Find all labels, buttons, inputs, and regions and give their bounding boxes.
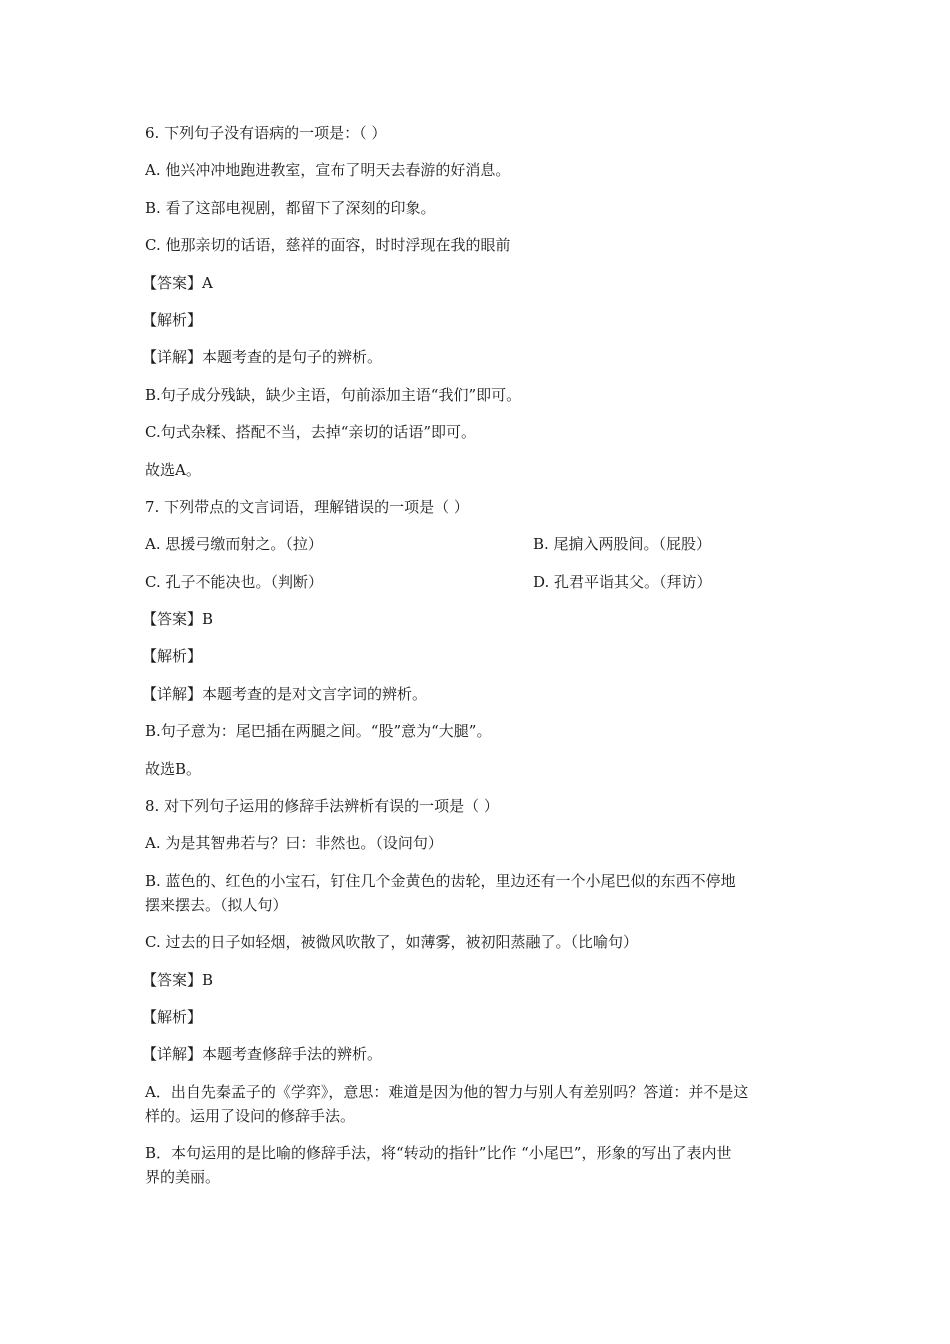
q6-answer: 【答案】A <box>142 273 213 292</box>
q8-answer: 【答案】B <box>142 970 214 989</box>
q7-option-c: C. 孔子不能决也。（判断） <box>145 572 323 591</box>
q8-option-b-line-2: 摆来摆去。（拟人句） <box>145 895 288 914</box>
q7-analysis-heading: 【解析】 <box>142 647 203 666</box>
q6-option-b: B. 看了这部电视剧，都留下了深刻的印象。 <box>145 198 436 217</box>
q7-explanation-b: B.句子意为：尾巴插在两腿之间。“股”意为“大腿”。 <box>145 722 492 741</box>
q8-explanation-a-line-2: 样的。运用了设问的修辞手法。 <box>145 1106 356 1125</box>
q6-option-a: A. 他兴冲冲地跑进教室，宣布了明天去春游的好消息。 <box>145 161 511 180</box>
q7-stem: 7. 下列带点的文言词语，理解错误的一项是（ ） <box>145 497 469 516</box>
q7-option-a: A. 思援弓缴而射之。（拉） <box>145 535 323 554</box>
q8-detail: 【详解】本题考查修辞手法的辨析。 <box>142 1045 383 1064</box>
q7-options-row-1 <box>145 532 825 569</box>
q8-analysis-heading: 【解析】 <box>142 1007 203 1026</box>
q6-explanation-b: B.句子成分残缺，缺少主语，句前添加主语“我们”即可。 <box>145 385 522 404</box>
q7-option-d: D. 孔君平诣其父。（拜访） <box>533 572 712 591</box>
q8-explanation-a-line-1: A．出自先秦孟子的《学弈》，意思：难道是因为他的智力与别人有差别吗？答道：并不是这 <box>145 1082 749 1101</box>
q6-explanation-c: C.句式杂糅、搭配不当，去掉“亲切的话语”即可。 <box>145 423 477 442</box>
q6-conclusion: 故选A。 <box>145 460 201 479</box>
q8-explanation-b-line-1: B．本句运用的是比喻的修辞手法，将“转动的指针”比作 “小尾巴”，形象的写出了表内世 <box>145 1144 732 1163</box>
q7-conclusion: 故选B。 <box>145 759 202 778</box>
q6-detail: 【详解】本题考查的是句子的辨析。 <box>142 348 383 367</box>
q7-detail: 【详解】本题考查的是对文言字词的辨析。 <box>142 684 428 703</box>
q6-option-c: C. 他那亲切的话语，慈祥的面容，时时浮现在我的眼前 <box>145 236 511 255</box>
q8-explanation-b-line-2: 界的美丽。 <box>145 1168 221 1187</box>
q8-stem: 8. 对下列句子运用的修辞手法辨析有误的一项是（ ） <box>145 797 499 816</box>
q8-option-c: C. 过去的日子如轻烟，被微风吹散了，如薄雾，被初阳蒸融了。（比喻句） <box>145 933 638 952</box>
document-page <box>142 121 825 1203</box>
q7-options-row-2 <box>145 570 825 607</box>
q7-option-b: B. 尾掮入两股间。（屁股） <box>533 535 712 554</box>
q8-option-a: A. 为是其智弗若与？曰：非然也。（设问句） <box>145 834 443 853</box>
q6-stem: 6. 下列句子没有语病的一项是：（ ） <box>145 124 387 142</box>
q8-option-b-line-1: B. 蓝色的、红色的小宝石，钉住几个金黄色的齿轮，里边还有一个小尾巴似的东西不停地 <box>145 871 736 890</box>
q7-answer: 【答案】B <box>142 610 214 629</box>
q6-analysis-heading: 【解析】 <box>142 310 203 329</box>
